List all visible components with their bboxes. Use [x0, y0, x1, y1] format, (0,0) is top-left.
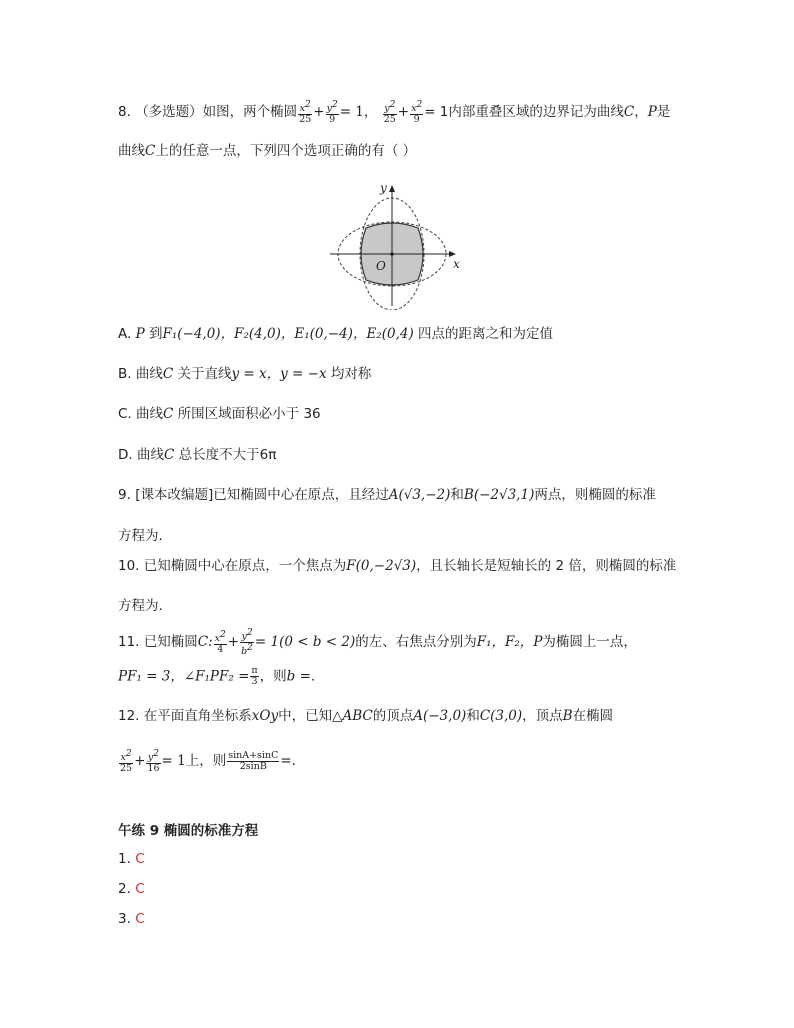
q11-line2a: PF₁ = 3，∠F₁PF₂ = — [118, 668, 250, 685]
y-axis-arrow — [389, 185, 395, 192]
answer-1 — [118, 849, 145, 869]
option-d-label: D. — [118, 447, 133, 463]
q8-end: 是 — [656, 104, 671, 121]
answer-2 — [118, 879, 145, 899]
q11-equation: C: $\frac{x^2}{4}$ + $\frac{y^2}{b^2}$ = 1(0 < b < 2) — [197, 628, 356, 658]
option-b — [118, 364, 371, 384]
q8-curve: C — [623, 104, 635, 121]
q8-p: P — [647, 104, 657, 121]
option-b-lines: y = x，y = −x — [231, 366, 327, 382]
ellipse-overlap-figure — [326, 180, 466, 310]
answer-1-value: C — [135, 851, 145, 867]
q11-line2b: ，则 — [259, 668, 287, 685]
q8-number: 8. — [118, 104, 131, 121]
q9-line1 — [118, 485, 656, 505]
q9-point-b: B(−2√3,1) — [463, 487, 535, 503]
q10-text2: ，且长轴长是短轴长的 2 倍，则椭圆的标准 — [416, 558, 677, 574]
answer-3-num: 3. — [118, 911, 131, 927]
option-b-label: B. — [118, 366, 132, 382]
q12-text5: 在椭圆 — [572, 708, 614, 724]
q12-point-c: C(3,0) — [479, 708, 523, 724]
q9-number: 9. — [118, 487, 131, 503]
q8-tag: （多选题）如图，两个椭圆 — [135, 104, 298, 121]
origin-label: O — [376, 259, 386, 273]
q10-line1 — [118, 556, 676, 576]
q12-xoy: xOy — [251, 708, 279, 724]
q11-line2 — [118, 666, 315, 687]
option-a-points: F₁(−4,0)，F₂(4,0)，E₁(0,−4)，E₂(0,4) — [162, 326, 414, 342]
answers-title: 午练 9 椭圆的标准方程 — [118, 823, 259, 839]
option-a-text1: 到 — [148, 326, 163, 342]
y-label: y — [380, 181, 387, 195]
q9-text2: 两点，则椭圆的标准 — [534, 487, 656, 503]
origin-dot — [390, 252, 394, 256]
q8-eq1: $\frac{x^2}{25}$ + $\frac{y^2}{9}$ = 1， — [299, 100, 378, 126]
q9-line2: 方程为. — [118, 528, 163, 544]
q9-text1: [课本改编题]已知椭圆中心在原点，且经过 — [135, 487, 389, 503]
q12-number: 12. — [118, 708, 140, 724]
q8-line1 — [118, 100, 670, 125]
option-d-c: C — [163, 447, 175, 463]
q12-text3: 的顶点 — [372, 708, 414, 724]
q12-abc: ABC — [342, 708, 373, 724]
q11-line1 — [118, 628, 637, 657]
q8-eq2-rhs: = 1内部重叠区域的边界记为曲线 — [424, 104, 624, 121]
q12-and: 和 — [466, 708, 480, 724]
option-b-text2: 关于直线 — [177, 366, 232, 382]
q12-line2 — [118, 749, 296, 774]
q10-line2: 方程为. — [118, 598, 163, 614]
q10-number: 10. — [118, 558, 140, 574]
option-b-text1: 曲线 — [135, 366, 163, 382]
q8-line2 — [118, 141, 416, 161]
option-d — [118, 445, 276, 465]
q8-curve-2: C — [145, 143, 156, 159]
option-a-label: A. — [118, 326, 132, 342]
q12-line2-end: =. — [280, 753, 296, 770]
option-c-text2: 所围区域面积必小于 36 — [177, 406, 321, 422]
q11-line2d: . — [310, 668, 316, 685]
q11-foci: F₁，F₂， — [476, 634, 534, 651]
answer-1-num: 1. — [118, 851, 131, 867]
q10-focus: F(0,−2√3) — [346, 558, 417, 574]
option-a-text2: 四点的距离之和为定值 — [418, 326, 554, 342]
q11-p: P — [533, 634, 543, 651]
q12-line1 — [118, 706, 613, 726]
option-d-text2: 总长度不大于6π — [178, 447, 277, 463]
q8-sep: ， — [634, 104, 648, 121]
answer-2-num: 2. — [118, 881, 131, 897]
option-c-label: C. — [118, 406, 132, 422]
q11-text3: 为椭圆上一点， — [542, 634, 637, 651]
option-c-c: C — [163, 406, 174, 422]
option-d-text1: 曲线 — [136, 447, 164, 463]
q12-equation: $\frac{x^2}{25}$ + $\frac{y^2}{16}$ — [120, 749, 160, 775]
q11-pi-over-3: $\frac{\pi}{3}$ — [251, 665, 258, 687]
q11-line2c: b = — [286, 668, 311, 685]
q9-and: 和 — [450, 487, 464, 503]
option-b-text3: 均对称 — [330, 366, 372, 382]
q12-ratio: $\frac{\sin A+\sin C}{2\sin B}$ — [228, 749, 279, 772]
q8-line2b: 上的任意一点，下列四个选项正确的有（ ） — [155, 143, 417, 159]
q10-text1: 已知椭圆中心在原点，一个焦点为 — [143, 558, 347, 574]
q12-text4: ，顶点 — [522, 708, 563, 724]
answer-3 — [118, 909, 145, 929]
option-a-p: P — [135, 326, 145, 342]
q11-text2: 的左、右焦点分别为 — [355, 634, 477, 651]
q8-eq2: $\frac{y^2}{25}$ + $\frac{x^2}{9}$ — [383, 100, 423, 126]
option-c-text1: 曲线 — [136, 406, 164, 422]
q12-line2-rhs: = 1上，则 — [161, 753, 227, 770]
answer-2-value: C — [135, 881, 145, 897]
q11-text1: 已知椭圆 — [143, 634, 198, 651]
q11-number: 11. — [118, 634, 140, 651]
x-label: x — [453, 257, 460, 271]
option-b-c: C — [162, 366, 174, 382]
q12-text2: 中，已知△ — [278, 708, 343, 724]
answer-3-value: C — [135, 911, 145, 927]
q9-point-a: A(√3,−2) — [388, 487, 451, 503]
option-c — [118, 404, 321, 424]
option-a — [118, 324, 553, 344]
q12-point-a: A(−3,0) — [413, 708, 467, 724]
q12-text1: 在平面直角坐标系 — [143, 708, 252, 724]
q12-b: B — [562, 708, 573, 724]
q8-line2a: 曲线 — [118, 143, 145, 159]
